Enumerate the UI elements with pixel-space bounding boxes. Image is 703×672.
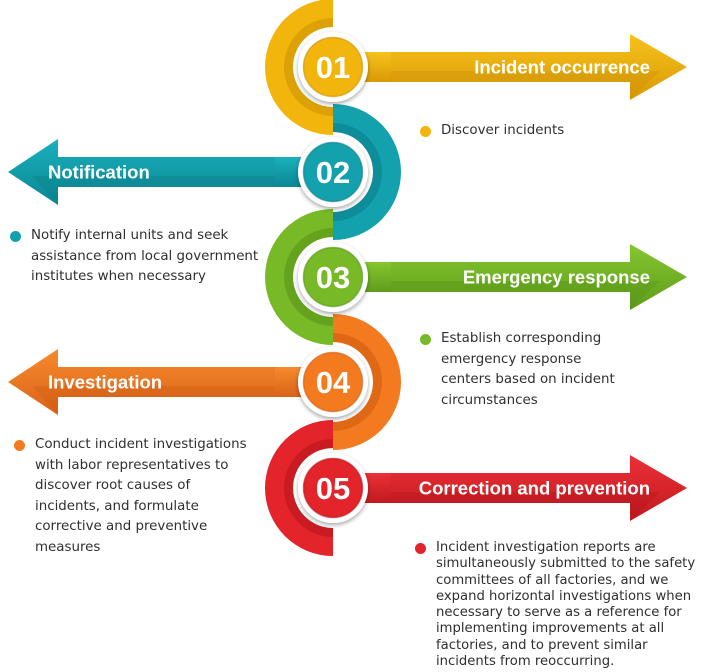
stage-4-number: 04: [315, 365, 351, 400]
stage-3-description-text: Establish corresponding emergency response centers based on incident circumstances: [441, 331, 615, 408]
stage-5-number: 05: [315, 471, 351, 506]
stage-2-number: 02: [315, 155, 351, 190]
stage-4-label: Investigation: [48, 371, 163, 393]
stage-3-number: 03: [315, 260, 351, 295]
stage-1-description: [420, 121, 680, 142]
stage-2-badge: [298, 137, 368, 207]
stage-4-arrow: [8, 349, 276, 415]
stage-1-description-text: Discover incidents: [441, 123, 565, 138]
stage-5-label: Correction and prevention: [418, 477, 650, 499]
stage-1-arrow: [390, 34, 687, 100]
bullet-dot-icon: [420, 126, 431, 137]
stage-3-label: Emergency response: [462, 266, 650, 288]
stage-3-description: [420, 329, 635, 411]
stage-4-badge: [298, 347, 368, 417]
stage-3-arrow: [390, 244, 687, 310]
stage-5-arrow: [390, 455, 687, 521]
bullet-dot-icon: [415, 543, 426, 554]
stage-1-badge: [298, 32, 368, 102]
stage-4-description: [14, 435, 259, 559]
stage-2-description: [10, 226, 260, 288]
stage-2-arrow: [8, 139, 276, 205]
stage-1-number: 01: [315, 50, 351, 85]
stage-2-description-text: Notify internal units and seek assistance from local government institutes when necessary: [31, 228, 259, 285]
stage-2-label: Notification: [48, 161, 150, 183]
stage-4-description-text: Conduct incident investigations with labor representatives to discover root causes of incidents, and formulate corrective and preventive measures: [35, 437, 247, 555]
bullet-dot-icon: [14, 440, 25, 451]
bullet-dot-icon: [420, 334, 431, 345]
stage-5-description: [415, 540, 703, 670]
bullet-dot-icon: [10, 231, 21, 242]
stage-5-description-text: Incident investigation reports are simultaneously submitted to the safety committees of all factories, and we expand horizontal investigations when necessary to serve as a reference for implementing improvements at all factories, and to prevent similar incidents from reoccurring.: [436, 540, 696, 670]
stage-3-badge: [298, 242, 368, 312]
stage-1-label: Incident occurrence: [474, 56, 650, 78]
stage-5-badge: [298, 453, 368, 523]
